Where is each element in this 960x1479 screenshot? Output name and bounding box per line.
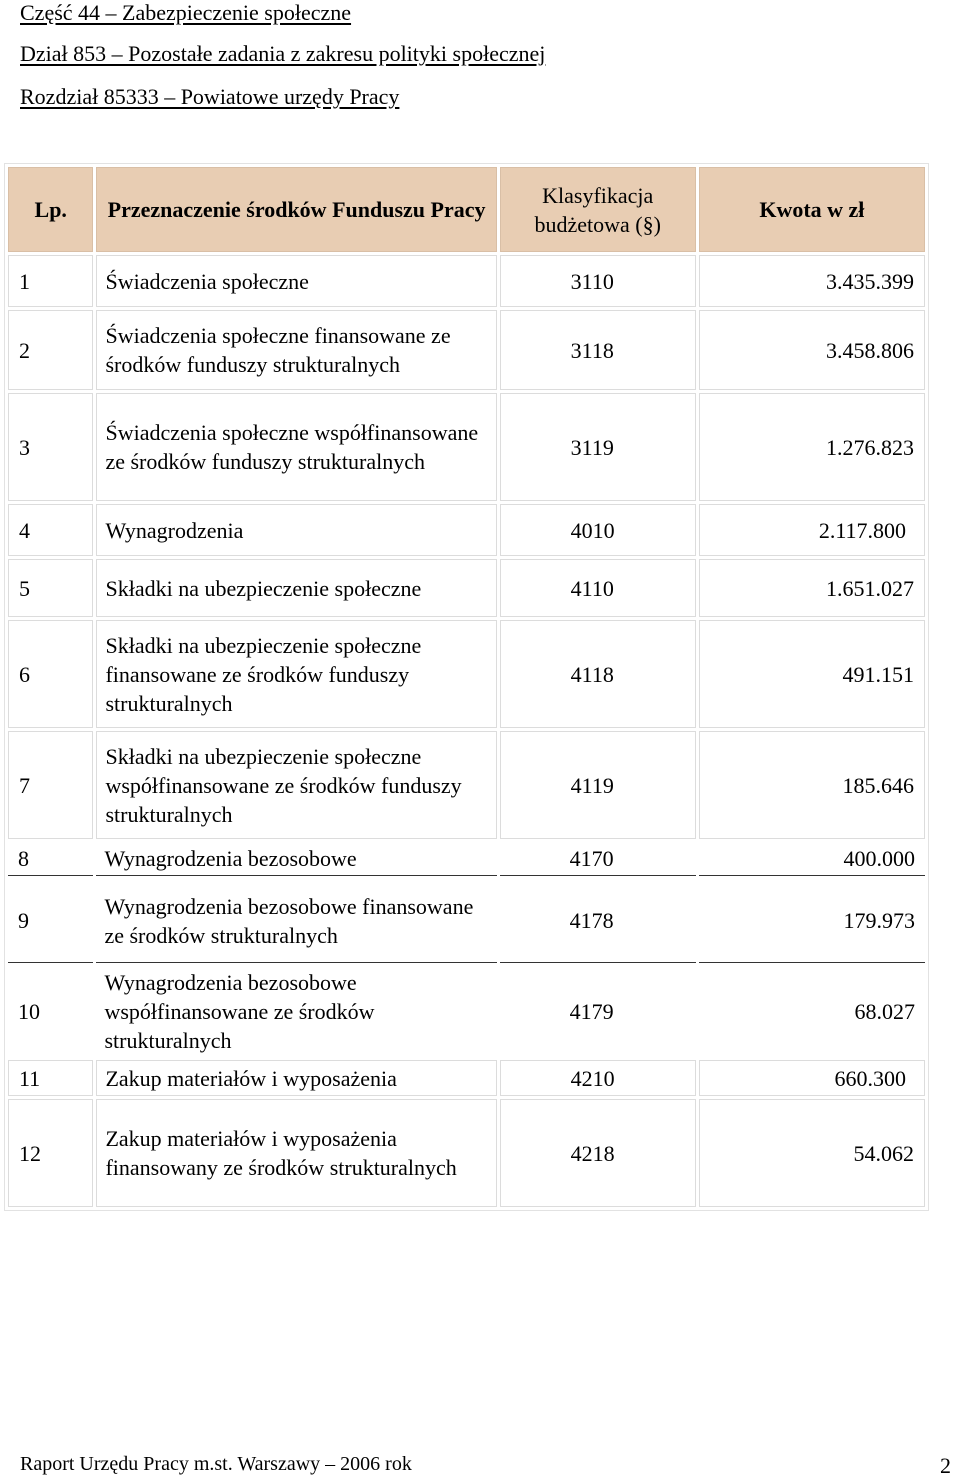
row-lp: 10 — [18, 999, 40, 1024]
column-header-destination: Przeznaczenie środków Funduszu Pracy — [96, 167, 496, 252]
row-amount: 185.646 — [699, 731, 925, 839]
table-row — [8, 559, 925, 617]
footer-text: Raport Urzędu Pracy m.st. Warszawy – 2006 rok — [20, 1453, 412, 1475]
row-description: Składki na ubezpieczenie społeczne współfinansowane ze środków funduszy strukturalnych — [96, 731, 496, 839]
table-row — [8, 879, 925, 963]
row-classification: 4118 — [500, 620, 696, 728]
row-amount: 179.973 — [699, 879, 925, 963]
row-description: Świadczenia społeczne — [96, 255, 496, 307]
row-lp: 2 — [8, 310, 93, 390]
row-lp: 1 — [8, 255, 93, 307]
table-header-row — [8, 167, 925, 252]
chapter-heading: Rozdział 85333 – Powiatowe urzędy Pracy — [20, 84, 400, 109]
row-description: Zakup materiałów i wyposażenia — [96, 1060, 496, 1096]
row-description: Zakup materiałów i wyposażenia finansowany ze środków strukturalnych — [96, 1099, 496, 1207]
column-header-classification: Klasyfikacja budżetowa (§) — [500, 167, 696, 252]
division-heading: Dział 853 – Pozostałe zadania z zakresu polityki społecznej — [20, 41, 546, 66]
table-row — [8, 966, 925, 1057]
row-amount: 491.151 — [699, 620, 925, 728]
table-row — [8, 842, 925, 876]
row-classification: 4110 — [500, 559, 696, 617]
table-row — [8, 504, 925, 556]
row-amount: 2.117.800 — [699, 504, 925, 556]
row-classification: 3118 — [500, 310, 696, 390]
row-classification: 4010 — [500, 504, 696, 556]
row-classification: 4210 — [500, 1060, 696, 1096]
row-classification: 4179 — [569, 999, 614, 1024]
table-row — [8, 620, 925, 728]
table-row — [8, 255, 925, 307]
row-description: Składki na ubezpieczenie społeczne finansowane ze środków funduszy strukturalnych — [96, 620, 496, 728]
row-amount: 54.062 — [699, 1099, 925, 1207]
row-amount: 3.435.399 — [699, 255, 925, 307]
row-amount: 3.458.806 — [699, 310, 925, 390]
row-lp: 4 — [8, 504, 93, 556]
row-classification: 3119 — [500, 393, 696, 501]
row-lp: 11 — [8, 1060, 93, 1096]
row-amount: 1.276.823 — [699, 393, 925, 501]
row-amount: 660.300 — [699, 1060, 925, 1096]
column-header-lp: Lp. — [8, 167, 93, 252]
row-description: Wynagrodzenia bezosobowe — [96, 842, 496, 876]
row-classification: 3110 — [500, 255, 696, 307]
row-lp: 9 — [8, 879, 93, 963]
row-classification: 4178 — [500, 879, 696, 963]
table-row — [8, 1099, 925, 1207]
fund-allocation-table — [4, 163, 929, 1211]
row-description: Składki na ubezpieczenie społeczne — [96, 559, 496, 617]
row-classification: 4119 — [500, 731, 696, 839]
part-heading: Część 44 – Zabezpieczenie społeczne — [20, 0, 352, 25]
row-lp: 3 — [8, 393, 93, 501]
row-description: Wynagrodzenia bezosobowe finansowane ze środków strukturalnych — [96, 879, 496, 963]
table-row — [8, 310, 925, 390]
table-row — [8, 731, 925, 839]
row-amount: 68.027 — [854, 999, 915, 1024]
row-lp: 8 — [8, 842, 93, 876]
row-lp: 12 — [8, 1099, 93, 1207]
table-row — [8, 393, 925, 501]
column-header-amount: Kwota w zł — [699, 167, 925, 252]
row-amount: 1.651.027 — [699, 559, 925, 617]
page-number: 2 — [940, 1453, 951, 1478]
row-description: Świadczenia społeczne współfinansowane ze środków funduszy strukturalnych — [96, 393, 496, 501]
row-lp: 6 — [8, 620, 93, 728]
table-row — [8, 1060, 925, 1096]
row-lp: 5 — [8, 559, 93, 617]
row-amount: 400.000 — [699, 842, 925, 876]
row-description: Wynagrodzenia bezosobowe współfinansowane ze środków strukturalnych — [104, 970, 375, 1053]
row-lp: 7 — [8, 731, 93, 839]
row-description: Świadczenia społeczne finansowane ze środków funduszy strukturalnych — [96, 310, 496, 390]
row-description: Wynagrodzenia — [96, 504, 496, 556]
row-classification: 4218 — [500, 1099, 696, 1207]
row-classification: 4170 — [500, 842, 696, 876]
